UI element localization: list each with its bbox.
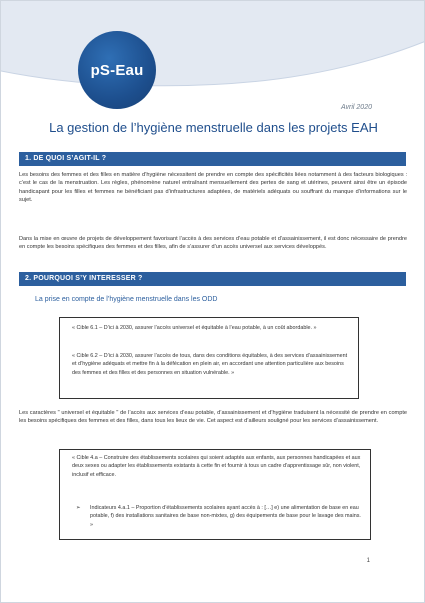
cible-6-2-quote: « Cible 6.2 – D’ici à 2030, assurer l’accès de tous, dans des conditions équitables, à des services d’assainissement et d’hygiène adéquats et mettre fin à la défécation en plein air, en accordant une attention particulière aux besoins des femmes et des filles et des personnes en situation vulnérable. » [72,353,348,376]
ps-eau-logo [78,31,156,109]
cible-4a-quote-box [59,449,371,540]
header-wave-band [1,1,425,97]
section-1-paragraph-1: Les besoins des femmes et des filles en matière d’hygiène nécessitent de prendre en compte des spécificités liées notamment à des facteurs biologiques : c’est le cas de la menstruation. Les règles, phénomène naturel entraînant mensuellement des pertes de sang et utérines, peuvent ainsi être un épisode handicapant pour les filles et femmes ne bénéficiant pas d’infrastructures adaptées, de matériels adéquats ou souffrant du manque d’informations sur le sujet. [19,172,407,203]
document-date: Avril 2020 [340,104,372,111]
section-2-heading: 2. POURQUOI S’Y INTERESSER ? [19,272,406,286]
section-2-subheading: La prise en compte de l’hygiène menstruelle dans les ODD [35,296,218,303]
arrow-bullet-icon: ➢ [76,505,81,511]
logo-text: pS-Eau [90,61,144,79]
page-number: 1 [366,558,370,564]
cible-6-1-quote: « Cible 6.1 – D’ici à 2030, assurer l’accès universel et équitable à l’eau potable, à un coût abordable. » [72,325,317,331]
odd-quote-box [59,317,359,399]
section-2-paragraph: Les caractères " universel et équitable " de l’accès aux services d’eau potable, d’assainissement et d’hygiène traduisent la nécessité de prendre en compte les besoins spécifiques des femmes et des filles, dans tous les lieux de vie. Cet aspect est d’ailleurs souligné pour les services d’assainissement. [19,410,407,425]
section-1-heading: 1. DE QUOI S’AGIT-IL ? [19,152,406,166]
indicator-item [76,504,362,529]
indicator-text: Indicateurs 4.a.1 – Proportion d’établissements scolaires ayant accès à : […] e) une alimentation de base en eau potable, f) des installations sanitaires de base non-mixtes, g) des équipements de base pour le lavage des mains. » [90,505,361,528]
section-1-paragraph-2: Dans la mise en œuvre de projets de développement favorisant l’accès à des services d’eau potable et d’assainissement, il est donc nécessaire de prendre en compte les besoins spécifiques des femmes et des filles, afin de s’assurer d’un accès universel aux services développés. [19,236,407,251]
document-title: La gestion de l’hygiène menstruelle dans les projets EAH [49,120,378,135]
cible-4a-quote: « Cible 4.a – Construire des établissements scolaires qui soient adaptés aux enfants, aux personnes handicapées et aux deux sexes ou adapter les établissements existants à cette fin et fournir à tous un cadre d’apprentissage sûr, non violent, inclusif et efficace. [72,455,361,478]
